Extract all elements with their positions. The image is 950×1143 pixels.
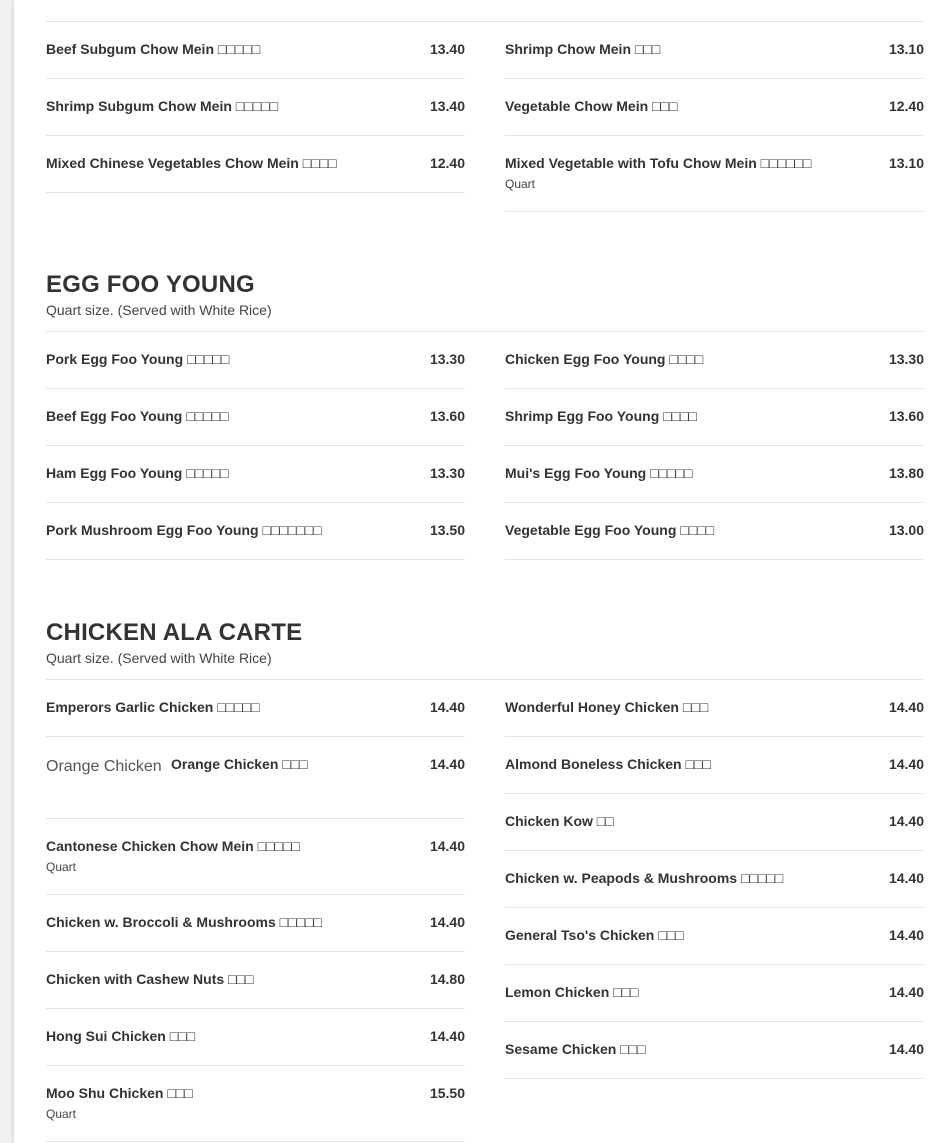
item-name-chinese: □□□: [658, 927, 684, 943]
item-description: Quart: [46, 860, 77, 874]
item-name: [46, 522, 416, 539]
item-name: [505, 41, 875, 58]
item-price: 13.10: [888, 41, 924, 57]
item-name-chinese: □□□: [634, 41, 661, 57]
egg-foo-young-columns: [46, 332, 924, 560]
chicken-right-column: [505, 680, 924, 1142]
item-info: [505, 465, 889, 482]
item-info: [46, 155, 430, 172]
item-price: 14.40: [888, 870, 924, 886]
item-name-english: Moo Shu Chicken: [46, 1085, 164, 1101]
item-name: [46, 1085, 416, 1102]
item-name-english: Chicken w. Peapods & Mushrooms: [505, 870, 738, 886]
item-price: 13.30: [429, 351, 465, 367]
item-price: 14.40: [429, 699, 465, 715]
item-info: [46, 1028, 430, 1045]
menu-item[interactable]: [46, 446, 465, 503]
item-name: [46, 155, 416, 172]
item-name-chinese: □□□□□: [217, 41, 261, 57]
item-info: [46, 41, 430, 58]
item-name-chinese: □□□□□: [650, 465, 693, 481]
item-name: [505, 927, 875, 944]
menu-item[interactable]: [46, 1009, 465, 1066]
item-name-chinese: □□□□□: [279, 914, 322, 930]
item-name: [46, 699, 416, 716]
item-info: [505, 927, 889, 944]
item-name: [46, 914, 416, 931]
item-info: [46, 838, 430, 874]
item-name-chinese: □□□□□: [740, 870, 784, 886]
item-name-english: Vegetable Egg Foo Young: [505, 522, 677, 538]
item-info: [46, 408, 430, 425]
item-name-chinese: □□□□□: [257, 838, 300, 854]
item-info: [46, 971, 430, 988]
chicken-section: [46, 560, 924, 1142]
item-name: [46, 971, 416, 988]
item-info: [46, 522, 430, 539]
item-name: [505, 155, 875, 172]
item-price: 13.00: [888, 522, 924, 538]
item-name: [46, 98, 416, 115]
menu-item[interactable]: [505, 680, 924, 737]
chow-mein-left-column: [46, 22, 465, 212]
item-price: 14.40: [888, 1041, 924, 1057]
item-info: [505, 984, 889, 1001]
item-name-chinese: □□□□□: [186, 408, 229, 424]
menu-item[interactable]: [46, 895, 465, 952]
item-name: [505, 351, 875, 368]
item-info: [505, 408, 889, 425]
item-price: 15.50: [429, 1085, 465, 1101]
menu-item[interactable]: [46, 819, 465, 895]
item-name-chinese: □□□: [228, 971, 254, 987]
section-subtitle: Quart size. (Served with White Rice): [46, 301, 924, 332]
item-info: [505, 155, 889, 191]
item-name-chinese: □□□□: [680, 522, 715, 538]
item-name-english: Almond Boneless Chicken: [505, 756, 682, 772]
item-price: 13.60: [429, 408, 465, 424]
section-subtitle: Quart size. (Served with White Rice): [46, 649, 924, 680]
item-name: [505, 870, 875, 887]
chicken-columns: [46, 680, 924, 1142]
item-name-english: Pork Mushroom Egg Foo Young: [46, 522, 259, 538]
menu-item[interactable]: [46, 737, 465, 819]
item-price: 13.30: [429, 465, 465, 481]
item-name-english: Mui's Egg Foo Young: [505, 465, 647, 481]
item-name-chinese: □□□□: [302, 155, 337, 171]
item-name-english: Emperors Garlic Chicken: [46, 699, 214, 715]
item-price: 13.30: [888, 351, 924, 367]
item-price: 13.80: [888, 465, 924, 481]
item-name-english: Beef Subgum Chow Mein: [46, 41, 214, 57]
item-name: [46, 41, 416, 58]
item-price: 14.40: [888, 927, 924, 943]
item-name-english: Lemon Chicken: [505, 984, 610, 1000]
item-name-chinese: □□□: [682, 699, 709, 715]
item-price: 13.40: [429, 98, 465, 114]
item-info: [505, 699, 889, 716]
item-info: [505, 870, 889, 887]
item-info: [46, 1085, 430, 1121]
item-name-english: General Tso's Chicken: [505, 927, 655, 943]
item-info: [46, 351, 430, 368]
menu-item[interactable]: [505, 794, 924, 851]
item-name-chinese: □□□□□: [217, 699, 260, 715]
item-name-english: Pork Egg Foo Young: [46, 351, 184, 367]
item-info: [505, 98, 889, 115]
item-name: [505, 756, 875, 773]
menu-item[interactable]: [46, 136, 465, 193]
item-name-chinese: □□□□: [663, 408, 697, 424]
menu-card: [14, 0, 950, 1143]
item-price: 12.40: [429, 155, 465, 171]
egg-foo-young-section: [46, 212, 924, 560]
item-name: [505, 699, 875, 716]
item-info: [505, 351, 889, 368]
egg-foo-young-left-column: [46, 332, 465, 560]
item-name-english: Ham Egg Foo Young: [46, 465, 183, 481]
item-price: 13.10: [888, 155, 924, 171]
item-name-chinese: □□□: [685, 756, 711, 772]
item-name-english: Mixed Vegetable with Tofu Chow Mein: [505, 155, 757, 171]
item-name-chinese: □□□: [169, 1028, 196, 1044]
item-info: [46, 98, 430, 115]
item-name-english: Shrimp Subgum Chow Mein: [46, 98, 232, 114]
item-name-chinese: □□□□□□: [760, 155, 812, 171]
menu-item[interactable]: [505, 851, 924, 908]
item-name-chinese: □□□□□: [186, 465, 229, 481]
item-name-english: Cantonese Chicken Chow Mein: [46, 838, 254, 854]
item-name-chinese: □□□: [652, 98, 678, 114]
item-name-chinese: □□□: [282, 756, 308, 772]
menu-item[interactable]: [46, 1066, 465, 1142]
item-name-chinese: □□: [596, 813, 614, 829]
item-info: [171, 756, 430, 773]
item-name-english: Hong Sui Chicken: [46, 1028, 166, 1044]
item-name-english: Shrimp Egg Foo Young: [505, 408, 660, 424]
item-name-chinese: □□□□: [669, 351, 704, 367]
item-name-english: Chicken with Cashew Nuts: [46, 971, 225, 987]
item-price: 14.40: [888, 984, 924, 1000]
chicken-left-column: [46, 680, 465, 1142]
menu-item[interactable]: [505, 1022, 924, 1079]
menu-item[interactable]: [505, 79, 924, 136]
item-description: Quart: [505, 177, 536, 191]
menu-item[interactable]: [505, 332, 924, 389]
item-name: [46, 465, 416, 482]
item-name-english: Sesame Chicken: [505, 1041, 617, 1057]
menu-item[interactable]: [46, 503, 465, 560]
item-name: [505, 465, 875, 482]
item-name-english: Mixed Chinese Vegetables Chow Mein: [46, 155, 299, 171]
menu-item[interactable]: [505, 446, 924, 503]
egg-foo-young-header: [46, 212, 924, 332]
item-name-english: Orange Chicken: [171, 756, 279, 772]
item-price: 14.40: [429, 838, 465, 854]
item-name: [46, 408, 416, 425]
menu-item[interactable]: [505, 908, 924, 965]
item-name-english: Chicken Egg Foo Young: [505, 351, 666, 367]
item-name: [505, 98, 875, 115]
item-info: [505, 756, 889, 773]
item-price: 14.40: [429, 756, 465, 772]
item-price: 14.40: [429, 1028, 465, 1044]
item-info: [505, 813, 889, 830]
chow-mein-right-column: [505, 22, 924, 212]
menu-item[interactable]: [505, 737, 924, 794]
chow-mein-columns: [46, 21, 924, 212]
menu-item[interactable]: [46, 952, 465, 1009]
item-price: 14.40: [888, 756, 924, 772]
menu-item[interactable]: [46, 680, 465, 737]
item-description: Quart: [46, 1107, 77, 1121]
item-name: [171, 756, 416, 773]
menu-item[interactable]: [505, 503, 924, 560]
item-name: [505, 522, 875, 539]
menu-item[interactable]: [505, 136, 924, 212]
menu-item[interactable]: [46, 332, 465, 389]
item-name-english: Chicken w. Broccoli & Mushrooms: [46, 914, 276, 930]
item-name-english: Shrimp Chow Mein: [505, 41, 631, 57]
item-name: [505, 984, 875, 1001]
item-name-chinese: □□□: [620, 1041, 646, 1057]
item-name-chinese: □□□: [167, 1085, 193, 1101]
item-image-placeholder[interactable]: Orange Chicken: [46, 758, 162, 775]
item-price: 14.80: [429, 971, 465, 987]
section-title: EGG FOO YOUNG: [46, 271, 255, 298]
item-name: [46, 838, 416, 855]
item-info: [46, 699, 430, 716]
menu-content: [46, 0, 924, 1142]
item-info: [505, 522, 889, 539]
menu-item[interactable]: [505, 965, 924, 1022]
item-price: 14.40: [888, 699, 924, 715]
chow-mein-section: [46, 21, 924, 212]
section-title: CHICKEN ALA CARTE: [46, 619, 303, 646]
item-name-chinese: □□□□□□□: [262, 522, 322, 538]
item-price: 13.50: [429, 522, 465, 538]
item-name-english: Wonderful Honey Chicken: [505, 699, 679, 715]
menu-item[interactable]: [46, 79, 465, 136]
item-name-chinese: □□□: [613, 984, 639, 1000]
menu-item[interactable]: [46, 22, 465, 79]
item-name: [46, 1028, 416, 1045]
item-name-chinese: □□□□□: [187, 351, 230, 367]
item-info: [505, 1041, 889, 1058]
item-price: 13.40: [429, 41, 465, 57]
item-price: 14.40: [888, 813, 924, 829]
item-name-english: Chicken Kow: [505, 813, 593, 829]
egg-foo-young-right-column: [505, 332, 924, 560]
item-info: [46, 914, 430, 931]
item-price: 13.60: [888, 408, 924, 424]
item-price: 12.40: [888, 98, 924, 114]
chicken-header: [46, 560, 924, 680]
item-price: 14.40: [429, 914, 465, 930]
item-name-chinese: □□□□□: [235, 98, 279, 114]
item-info: [46, 465, 430, 482]
menu-item[interactable]: [505, 389, 924, 446]
item-name: [46, 351, 416, 368]
item-name: [505, 408, 875, 425]
item-name-english: Beef Egg Foo Young: [46, 408, 183, 424]
item-name: [505, 1041, 875, 1058]
menu-item[interactable]: [46, 389, 465, 446]
menu-item[interactable]: [505, 22, 924, 79]
item-info: [505, 41, 889, 58]
item-name-english: Vegetable Chow Mein: [505, 98, 649, 114]
item-name: [505, 813, 875, 830]
